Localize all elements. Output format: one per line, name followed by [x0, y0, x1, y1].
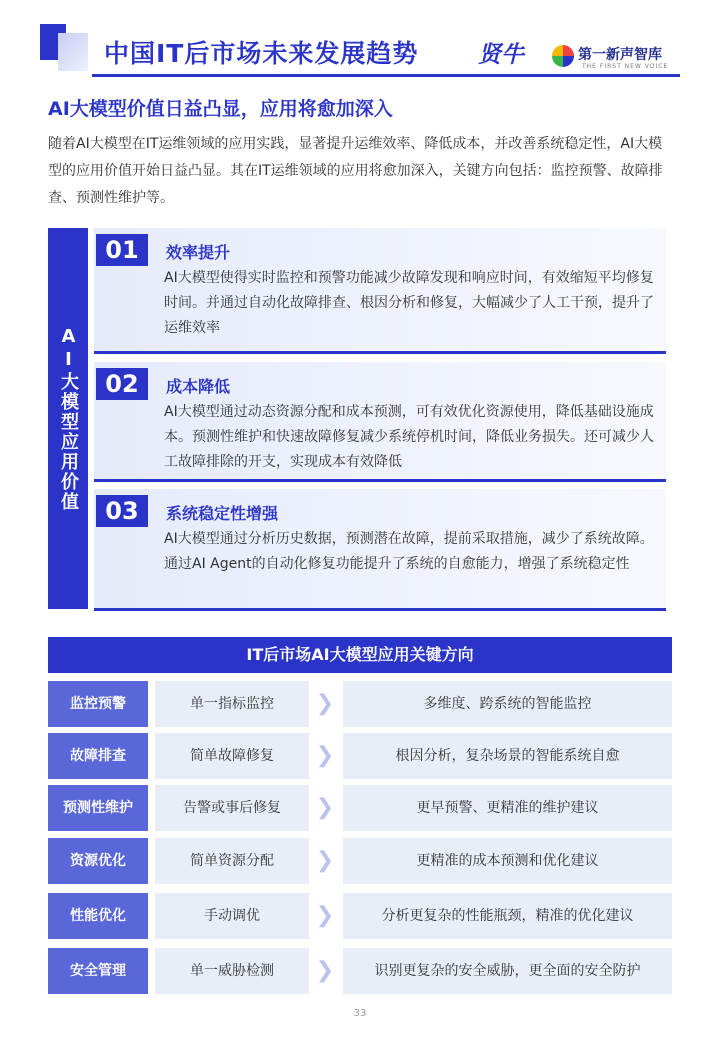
table-row — [48, 681, 672, 727]
direction-future: 更精准的成本预测和优化建议 — [343, 838, 672, 884]
table-row — [48, 893, 672, 939]
chevron-right-icon: ❯ — [315, 848, 335, 873]
direction-future: 分析更复杂的性能瓶颈，精准的优化建议 — [343, 893, 672, 939]
table-row — [48, 948, 672, 994]
direction-name: 监控预警 — [48, 681, 148, 727]
direction-current: 单一威胁检测 — [155, 948, 309, 994]
direction-current: 告警或事后修复 — [155, 785, 309, 831]
value-side-label: AI大模型应用价值 — [58, 325, 79, 512]
direction-future: 识别更复杂的安全威胁，更全面的安全防护 — [343, 948, 672, 994]
card-number: 01 — [96, 234, 148, 266]
chevron-right-icon: ❯ — [315, 743, 335, 768]
card-title: 系统稳定性增强 — [166, 504, 279, 523]
table-row — [48, 733, 672, 779]
chevron-right-icon: ❯ — [315, 691, 335, 716]
chevron-right-icon: ❯ — [315, 958, 335, 983]
chevron-right-icon: ❯ — [315, 903, 335, 928]
direction-name: 预测性维护 — [48, 785, 148, 831]
table-row — [48, 785, 672, 831]
direction-future: 根因分析，复杂场景的智能系统自愈 — [343, 733, 672, 779]
value-card — [94, 228, 666, 354]
card-body: AI大模型通过分析历史数据，预测潜在故障，提前采取措施，减少了系统故障。通过AI Agent的自动化修复功能提升了系统的自愈能力，增强了系统稳定性 — [164, 531, 654, 572]
brand-logo-name: 第一新声智库 — [578, 47, 662, 63]
value-card — [94, 489, 666, 611]
header-divider — [92, 74, 680, 77]
page-header — [0, 0, 720, 90]
card-title: 成本降低 — [166, 377, 231, 396]
direction-name: 安全管理 — [48, 948, 148, 994]
xianniu-logo: 贤牛 — [478, 42, 524, 68]
table-row — [48, 838, 672, 884]
card-number: 02 — [96, 368, 148, 400]
card-number: 03 — [96, 495, 148, 527]
brand-logo-subtitle: THE FIRST NEW VOICE — [582, 63, 669, 70]
brand-badge-icon — [552, 45, 574, 67]
page-number: 33 — [353, 1008, 367, 1019]
direction-current: 简单故障修复 — [155, 733, 309, 779]
direction-current: 单一指标监控 — [155, 681, 309, 727]
direction-current: 简单资源分配 — [155, 838, 309, 884]
value-card — [94, 362, 666, 482]
page-title: 中国IT后市场未来发展趋势 — [104, 39, 419, 68]
card-body: AI大模型使得实时监控和预警功能减少故障发现和响应时间，有效缩短平均修复时间。并通过自动化故障排查、根因分析和修复，大幅减少了人工干预，提升了运维效率 — [164, 270, 654, 336]
direction-future: 更早预警、更精准的维护建议 — [343, 785, 672, 831]
table-title: IT后市场AI大模型应用关键方向 — [48, 637, 672, 673]
direction-name: 故障排查 — [48, 733, 148, 779]
direction-name: 性能优化 — [48, 893, 148, 939]
section-title: AI大模型价值日益凸显，应用将愈加深入 — [48, 98, 393, 120]
card-title: 效率提升 — [166, 243, 231, 262]
direction-current: 手动调优 — [155, 893, 309, 939]
value-side-bar — [48, 228, 88, 609]
header-decor-square-light — [58, 33, 88, 71]
chevron-right-icon: ❯ — [315, 795, 335, 820]
direction-name: 资源优化 — [48, 838, 148, 884]
card-body: AI大模型通过动态资源分配和成本预测，可有效优化资源使用，降低基础设施成本。预测性维护和快速故障修复减少系统停机时间，降低业务损失。还可减少人工故障排除的开支，实现成本有效降低 — [164, 404, 654, 470]
section-intro: 随着AI大模型在IT运维领域的应用实践，显著提升运维效率、降低成本，并改善系统稳定性，AI大模型的应用价值开始日益凸显。其在IT运维领域的应用将愈加深入，关键方向包括：监控预警、故障排查、预测性维护等。 — [48, 136, 663, 206]
direction-future: 多维度、跨系统的智能监控 — [343, 681, 672, 727]
